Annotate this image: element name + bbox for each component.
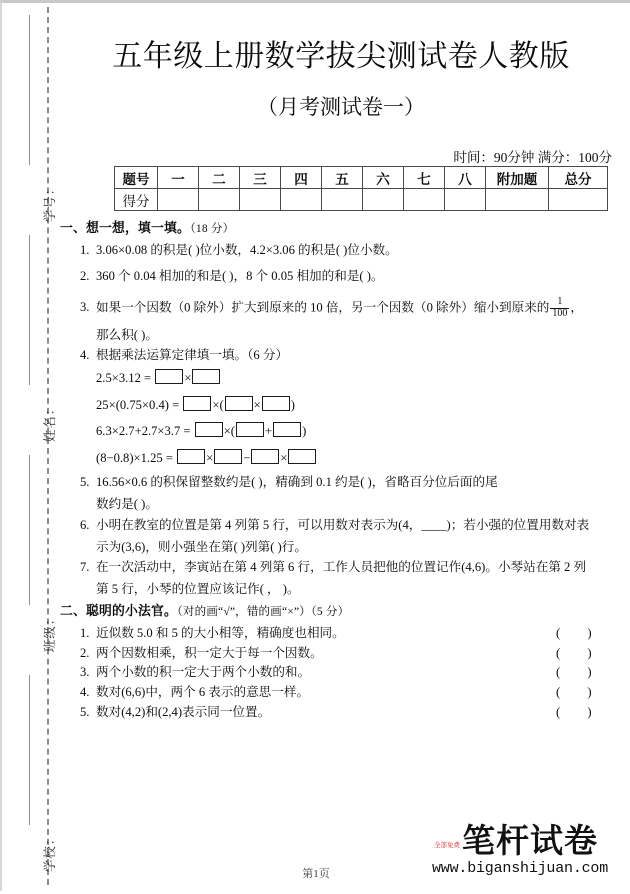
- equation-row-3: 6.3×2.7+2.7×3.7 = ×( + ): [96, 424, 307, 439]
- equation-1-lhs: 2.5×3.12 =: [96, 370, 152, 385]
- score-table-col-total: 总分: [549, 167, 608, 189]
- judge-3-text: 两个小数的积一定大于两个小数的和。: [96, 665, 311, 680]
- question-1-1-text: 3.06×0.08 的积是( )位小数，4.2×3.06 的积是( )位小数。: [96, 242, 398, 257]
- question-1-4: [60, 349, 616, 363]
- question-1-7: [60, 561, 616, 575]
- equation-row-1: 2.5×3.12 = ×: [60, 369, 616, 386]
- score-table-col-4: 四: [281, 167, 322, 189]
- equation-4-blank-4[interactable]: [288, 449, 316, 464]
- score-table-row-label-1: 得分: [115, 189, 158, 211]
- equation-row-2: 25×(0.75×0.4) = ×( × ): [96, 397, 295, 412]
- equation-3-blank-1[interactable]: [195, 422, 223, 437]
- judge-5-number: 5.: [80, 705, 90, 720]
- question-1-2: [60, 264, 616, 289]
- equation-2-lhs: 25×(0.75×0.4) =: [96, 397, 180, 412]
- question-1-1: [60, 238, 616, 263]
- score-table-col-8: 八: [445, 167, 486, 189]
- score-table-col-2: 二: [199, 167, 240, 189]
- score-table-col-bonus: 附加题: [486, 167, 549, 189]
- margin-label-class: 班级：: [43, 611, 57, 653]
- question-1-3-line2: 那么积( )。: [96, 328, 158, 343]
- question-1-5-line2: 数约是( )。: [96, 496, 158, 511]
- equation-3-blank-3[interactable]: [273, 422, 301, 437]
- page-number: 第1页: [302, 868, 330, 880]
- left-margin: [2, 3, 58, 894]
- section-2-note: （对的画“√”，错的画“×”）（5 分）: [176, 606, 350, 619]
- fraction-one-hundredth: [550, 297, 569, 319]
- watermark-brand: 笔杆试卷: [462, 822, 598, 859]
- page-subtitle: （月考测试卷一）: [257, 95, 425, 119]
- score-cell-7[interactable]: [404, 189, 445, 211]
- score-table-col-7: 七: [404, 167, 445, 189]
- equation-4-lhs: (8−0.8)×1.25 =: [96, 451, 173, 466]
- score-cell-4[interactable]: [281, 189, 322, 211]
- score-table: [114, 166, 608, 211]
- equation-1-blank-1[interactable]: [155, 369, 183, 384]
- equation-1-blank-2[interactable]: [192, 369, 220, 384]
- equation-4-blank-1[interactable]: [177, 449, 205, 464]
- judge-3-answer-blank[interactable]: ( ): [556, 665, 604, 680]
- margin-label-student-id: 学号：: [43, 181, 57, 223]
- judge-4-number: 4.: [80, 685, 90, 700]
- judge-3-number: 3.: [80, 665, 90, 680]
- question-1-3-text-comma: ，: [570, 300, 583, 315]
- question-1-3-number: 3.: [80, 300, 90, 315]
- score-table-row-label-0: 题号: [115, 167, 158, 189]
- score-table-col-6: 六: [363, 167, 404, 189]
- margin-rule-2: [29, 235, 30, 385]
- question-1-6: [60, 519, 616, 533]
- equation-2-blank-1[interactable]: [183, 396, 211, 411]
- judge-1-number: 1.: [80, 625, 90, 640]
- fraction-denominator: 100: [552, 307, 568, 319]
- score-cell-8[interactable]: [445, 189, 486, 211]
- question-1-3: [60, 297, 616, 319]
- judge-row-1: [60, 627, 616, 641]
- judge-5-answer-blank[interactable]: ( ): [556, 705, 604, 720]
- margin-rule-4: [29, 675, 30, 825]
- watermark-url: www.biganshijuan.com: [432, 860, 609, 877]
- page-title: 五年级上册数学拔尖测试卷人教版: [112, 40, 570, 73]
- score-cell-5[interactable]: [322, 189, 363, 211]
- equation-row-4: (8−0.8)×1.25 = × − ×: [60, 449, 616, 466]
- score-table-col-1: 一: [158, 167, 199, 189]
- equation-4-blank-2[interactable]: [214, 449, 242, 464]
- section-1-points: （18 分）: [189, 223, 235, 235]
- question-1-5: [60, 476, 616, 490]
- question-1-4-text: 根据乘法运算定律填一填。（6 分）: [96, 347, 289, 362]
- question-1-3-text-part1: 如果一个因数（0 除外）扩大到原来的 10 倍，另一个因数（0 除外）缩小到原来的: [96, 300, 550, 315]
- question-1-1-number: 1.: [80, 242, 90, 257]
- question-1-2-text: 360 个 0.04 相加的和是( )，8 个 0.05 相加的和是( )。: [96, 268, 384, 283]
- margin-rule-3: [29, 455, 30, 605]
- question-1-7-text-part1: 在一次活动中，李寅站在第 4 列第 6 行，工作人员把他的位置记作(4,6)。小琴站在第 2 列: [96, 560, 587, 575]
- score-cell-3[interactable]: [240, 189, 281, 211]
- judge-4-text: 数对(6,6)中，两个 6 表示的意思一样。: [96, 685, 310, 700]
- judge-4-answer-blank[interactable]: ( ): [556, 685, 604, 700]
- question-1-5-text-part1: 16.56×0.6 的积保留整数约是( )，精确到 0.1 约是( )，省略百分位后面的尾: [96, 475, 498, 490]
- exam-content: [60, 215, 616, 726]
- judge-2-answer-blank[interactable]: ( ): [556, 645, 604, 660]
- fraction-numerator: 1: [557, 296, 563, 308]
- judge-5-text: 数对(4,2)和(2,4)表示同一位置。: [96, 705, 271, 720]
- score-table-col-3: 三: [240, 167, 281, 189]
- section-2-heading: [60, 604, 616, 619]
- margin-label-school: 学校：: [43, 831, 57, 873]
- judge-1-text: 近似数 5.0 和 5 的大小相等，精确度也相同。: [96, 625, 345, 640]
- judge-row-4: [60, 686, 616, 700]
- score-table-col-5: 五: [322, 167, 363, 189]
- score-cell-6[interactable]: [363, 189, 404, 211]
- section-2-title: 二、聪明的小法官。: [60, 604, 177, 619]
- question-1-6-text-part1: 小明在教室的位置是第 4 列第 5 行，可以用数对表示为(4，____)；若小强的位置用数对表: [96, 517, 590, 532]
- equation-2-blank-2[interactable]: [225, 396, 253, 411]
- score-cell-total[interactable]: [549, 189, 608, 211]
- question-1-4-number: 4.: [80, 347, 90, 362]
- question-1-2-number: 2.: [80, 268, 90, 283]
- judge-1-answer-blank[interactable]: ( ): [556, 625, 604, 640]
- judge-2-text: 两个因数相乘，积一定大于每一个因数。: [96, 645, 323, 660]
- equation-3-blank-2[interactable]: [236, 422, 264, 437]
- watermark-logo: [432, 815, 614, 877]
- section-1-title: 一、想一想，填一填。: [60, 221, 190, 235]
- table-row-header: [115, 167, 608, 189]
- score-cell-1[interactable]: [158, 189, 199, 211]
- question-1-7-number: 7.: [80, 560, 90, 575]
- equation-2-blank-3[interactable]: [262, 396, 290, 411]
- judge-row-3: [60, 666, 616, 680]
- question-1-7-line2: 第 5 行，小琴的位置应该记作( ， )。: [96, 582, 300, 597]
- judge-2-number: 2.: [80, 645, 90, 660]
- score-cell-2[interactable]: [199, 189, 240, 211]
- question-1-6-number: 6.: [80, 517, 90, 532]
- section-1-heading: [60, 221, 616, 236]
- score-cell-bonus[interactable]: [486, 189, 549, 211]
- table-row-score: [115, 189, 608, 211]
- judge-row-2: [60, 647, 616, 661]
- judge-row-5: [60, 706, 616, 720]
- margin-rule-1: [29, 15, 30, 165]
- question-1-5-number: 5.: [80, 475, 90, 490]
- watermark-badge: 全部免费: [434, 842, 460, 849]
- equation-3-lhs: 6.3×2.7+2.7×3.7 =: [96, 424, 191, 439]
- equation-4-blank-3[interactable]: [251, 449, 279, 464]
- margin-label-name: 姓名：: [43, 401, 57, 443]
- question-1-6-line2: 示为(3,6)，则小强坐在第( )列第( )行。: [96, 539, 307, 554]
- exam-meta-line: 时间：90分钟 满分：100分: [453, 150, 612, 165]
